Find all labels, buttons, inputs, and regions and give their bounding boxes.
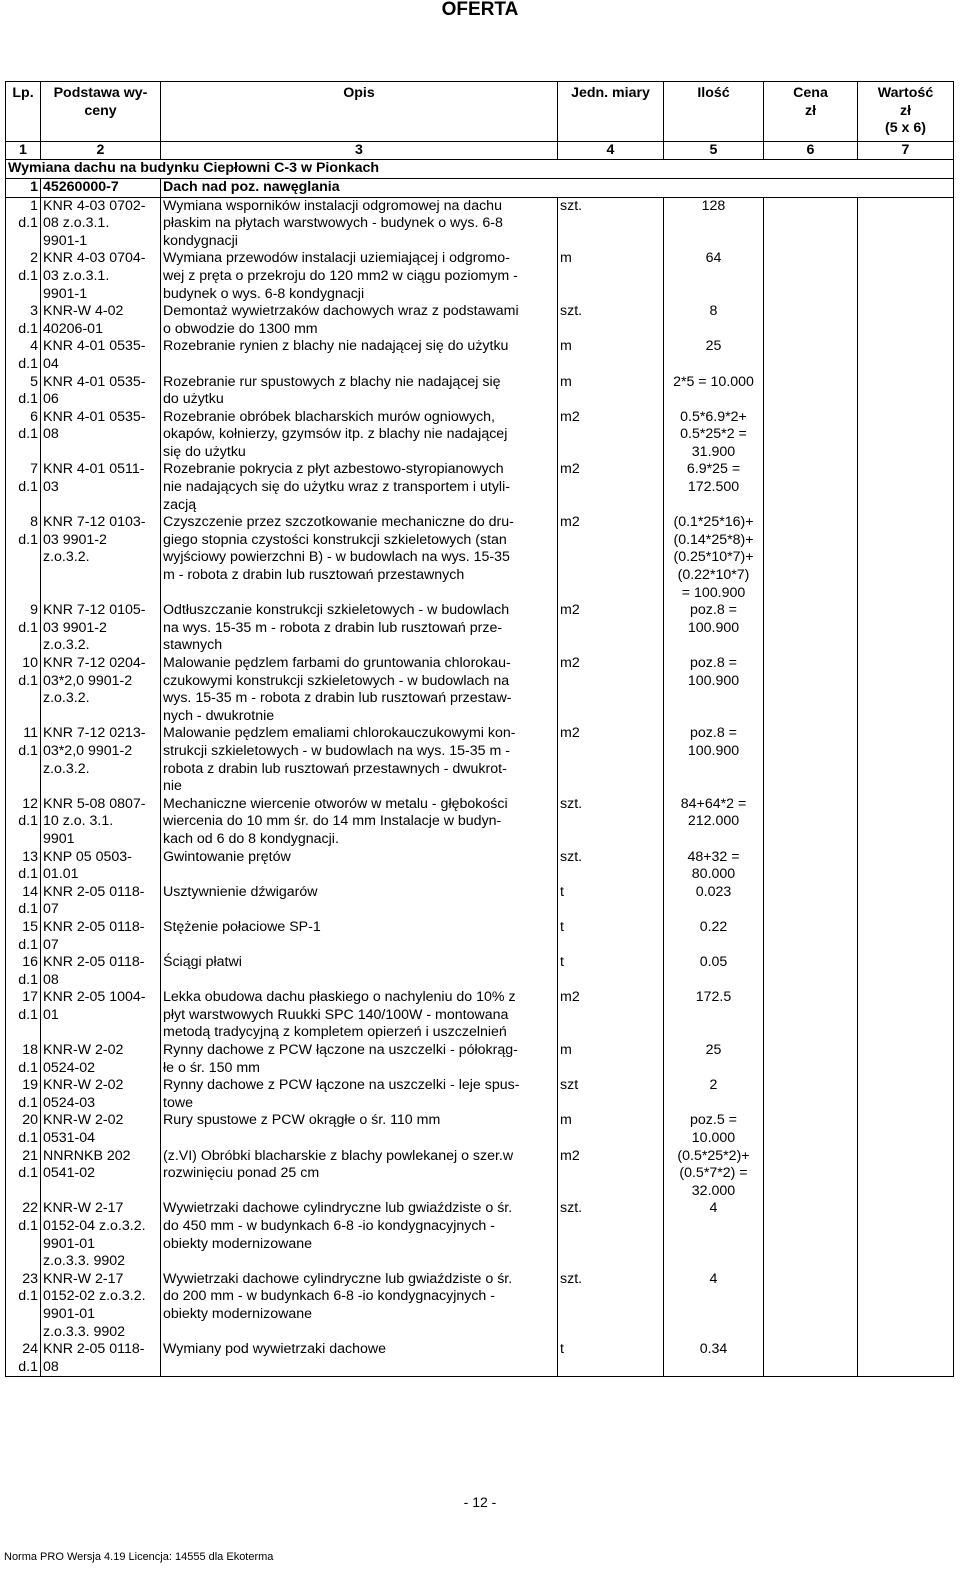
row-value	[858, 303, 954, 338]
subsection-lp: 1	[6, 178, 41, 197]
header-row	[6, 82, 954, 142]
row-price	[764, 1077, 858, 1112]
row-podstawa: KNR-W 2-02 0524-03	[41, 1077, 161, 1112]
row-quantity: 172.5	[664, 989, 764, 1042]
row-podstawa: KNR 2-05 0118- 08	[41, 954, 161, 989]
row-value	[858, 461, 954, 514]
row-lp: 17 d.1	[6, 989, 41, 1042]
row-opis: Wymiana przewodów instalacji uziemiającej i odgromo- wej z pręta o przekroju do 120 mm2 w ciągu poziomym - budynek o wys. 6-8 kondygnacji	[161, 250, 558, 303]
row-value	[858, 338, 954, 373]
row-value	[858, 1200, 954, 1270]
row-unit: m2	[558, 989, 664, 1042]
col-number-6: 6	[764, 141, 858, 160]
row-value	[858, 1148, 954, 1201]
offer-table	[5, 81, 954, 1377]
row-value	[858, 602, 954, 655]
row-value	[858, 1271, 954, 1341]
row-quantity: 2*5 = 10.000	[664, 374, 764, 409]
row-quantity: (0.5*25*2)+ (0.5*7*2) = 32.000	[664, 1148, 764, 1201]
row-opis: Rury spustowe z PCW okrągłe o śr. 110 mm	[161, 1112, 558, 1147]
table-row	[6, 303, 954, 338]
section-title: Wymiana dachu na budynku Ciepłowni C-3 w Pionkach	[6, 160, 954, 179]
table-row	[6, 1341, 954, 1377]
row-quantity: 128	[664, 197, 764, 250]
subsection-row	[6, 178, 954, 197]
row-podstawa: KNR 5-08 0807- 10 z.o. 3.1. 9901	[41, 796, 161, 849]
row-value	[858, 655, 954, 725]
row-quantity: 84+64*2 = 212.000	[664, 796, 764, 849]
row-podstawa: KNR 2-05 1004- 01	[41, 989, 161, 1042]
header-lp: Lp.	[6, 82, 41, 142]
row-price	[764, 374, 858, 409]
row-opis: Demontaż wywietrzaków dachowych wraz z podstawami o obwodzie do 1300 mm	[161, 303, 558, 338]
row-podstawa: KNR 2-05 0118- 08	[41, 1341, 161, 1377]
table-row	[6, 409, 954, 462]
table-row	[6, 250, 954, 303]
row-podstawa: KNR 7-12 0204- 03*2,0 9901-2 z.o.3.2.	[41, 655, 161, 725]
footer-license: Norma PRO Wersja 4.19 Licencja: 14555 dla Ekoterma	[4, 1551, 274, 1563]
row-podstawa: KNR 2-05 0118- 07	[41, 884, 161, 919]
row-value	[858, 919, 954, 954]
row-value	[858, 1112, 954, 1147]
row-price	[764, 1042, 858, 1077]
row-opis: Rozebranie rur spustowych z blachy nie nadającej się do użytku	[161, 374, 558, 409]
row-opis: Odtłuszczanie konstrukcji szkieletowych - w budowlach na wys. 15-35 m - robota z drabin lub rusztowań prze- stawnych	[161, 602, 558, 655]
row-quantity: 25	[664, 1042, 764, 1077]
row-lp: 21 d.1	[6, 1148, 41, 1201]
row-opis: Gwintowanie prętów	[161, 849, 558, 884]
row-podstawa: KNR 4-01 0535- 04	[41, 338, 161, 373]
row-quantity: 25	[664, 338, 764, 373]
table-row	[6, 655, 954, 725]
row-quantity: 6.9*25 = 172.500	[664, 461, 764, 514]
row-lp: 4 d.1	[6, 338, 41, 373]
page-number: - 12 -	[463, 1494, 497, 1510]
row-podstawa: KNR 4-01 0535- 06	[41, 374, 161, 409]
row-opis: Ściągi płatwi	[161, 954, 558, 989]
row-opis: Stężenie połaciowe SP-1	[161, 919, 558, 954]
row-opis: Usztywnienie dźwigarów	[161, 884, 558, 919]
row-lp: 14 d.1	[6, 884, 41, 919]
row-value	[858, 1077, 954, 1112]
row-opis: Rynny dachowe z PCW łączone na uszczelki - półokrąg- łe o śr. 150 mm	[161, 1042, 558, 1077]
row-podstawa: NNRNKB 202 0541-02	[41, 1148, 161, 1201]
table-row	[6, 919, 954, 954]
row-quantity: 2	[664, 1077, 764, 1112]
col-number-5: 5	[664, 141, 764, 160]
row-quantity: 0.22	[664, 919, 764, 954]
row-opis: Wywietrzaki dachowe cylindryczne lub gwiaździste o śr. do 200 mm - w budynkach 6-8 -io kondygnacyjnych - obiekty modernizowane	[161, 1271, 558, 1341]
row-lp: 1 d.1	[6, 197, 41, 250]
header-podstawa: Podstawa wy- ceny	[41, 82, 161, 142]
row-opis: Rozebranie rynien z blachy nie nadającej się do użytku	[161, 338, 558, 373]
table-row	[6, 989, 954, 1042]
row-podstawa: KNR 7-12 0213- 03*2,0 9901-2 z.o.3.2.	[41, 725, 161, 795]
row-lp: 2 d.1	[6, 250, 41, 303]
row-lp: 20 d.1	[6, 1112, 41, 1147]
row-lp: 15 d.1	[6, 919, 41, 954]
row-opis: Czyszczenie przez szczotkowanie mechaniczne do dru- giego stopnia czystości konstrukcji szkieletowych (stan wyjściowy powierzchni B) - w budowlach na wys. 15-35 m - robota z drabin lub rusztowań przestawnych	[161, 514, 558, 602]
row-unit: szt.	[558, 1200, 664, 1270]
row-unit: m2	[558, 655, 664, 725]
row-unit: t	[558, 1341, 664, 1377]
row-unit: szt.	[558, 303, 664, 338]
row-quantity: poz.8 = 100.900	[664, 655, 764, 725]
row-lp: 8 d.1	[6, 514, 41, 602]
row-value	[858, 884, 954, 919]
row-podstawa: KNR 4-03 0704- 03 z.o.3.1. 9901-1	[41, 250, 161, 303]
table-row	[6, 1148, 954, 1201]
table-row	[6, 1112, 954, 1147]
row-podstawa: KNR 4-03 0702- 08 z.o.3.1. 9901-1	[41, 197, 161, 250]
row-price	[764, 796, 858, 849]
row-opis: Mechaniczne wiercenie otworów w metalu - głębokości wiercenia do 10 mm śr. do 14 mm Instalacje w budyn- kach od 6 do 8 kondygnacji.	[161, 796, 558, 849]
row-podstawa: KNR 4-01 0535- 08	[41, 409, 161, 462]
row-quantity: 8	[664, 303, 764, 338]
col-number-3: 3	[161, 141, 558, 160]
row-podstawa: KNR 2-05 0118- 07	[41, 919, 161, 954]
row-lp: 3 d.1	[6, 303, 41, 338]
header-jedn: Jedn. miary	[558, 82, 664, 142]
row-value	[858, 514, 954, 602]
row-price	[764, 409, 858, 462]
row-value	[858, 250, 954, 303]
row-quantity: 4	[664, 1271, 764, 1341]
row-lp: 23 d.1	[6, 1271, 41, 1341]
row-price	[764, 1112, 858, 1147]
row-podstawa: KNR-W 4-02 40206-01	[41, 303, 161, 338]
row-value	[858, 725, 954, 795]
row-unit: m	[558, 1112, 664, 1147]
row-quantity: 0.5*6.9*2+ 0.5*25*2 = 31.900	[664, 409, 764, 462]
row-unit: szt.	[558, 849, 664, 884]
header-ilosc: Ilość	[664, 82, 764, 142]
page-title: OFERTA	[441, 0, 519, 20]
table-row	[6, 197, 954, 250]
row-opis: Malowanie pędzlem emaliami chlorokauczukowymi kon- strukcji szkieletowych - w budowlach na wys. 15-35 m - robota z drabin lub rusztowań przestawnych - dwukrot- nie	[161, 725, 558, 795]
table-row	[6, 461, 954, 514]
col-number-7: 7	[858, 141, 954, 160]
row-podstawa: KNR 7-12 0103- 03 9901-2 z.o.3.2.	[41, 514, 161, 602]
row-price	[764, 1200, 858, 1270]
row-lp: 10 d.1	[6, 655, 41, 725]
table-row	[6, 849, 954, 884]
row-quantity: poz.5 = 10.000	[664, 1112, 764, 1147]
row-unit: szt	[558, 1077, 664, 1112]
row-lp: 6 d.1	[6, 409, 41, 462]
row-lp: 5 d.1	[6, 374, 41, 409]
row-podstawa: KNR-W 2-17 0152-04 z.o.3.2. 9901-01 z.o.3.3. 9902	[41, 1200, 161, 1270]
row-price	[764, 514, 858, 602]
row-value	[858, 374, 954, 409]
table-row	[6, 1200, 954, 1270]
row-podstawa: KNR-W 2-02 0524-02	[41, 1042, 161, 1077]
table-row	[6, 954, 954, 989]
row-quantity: 0.34	[664, 1341, 764, 1377]
subsection-opis: Dach nad poz. nawęglania	[161, 178, 954, 197]
row-podstawa: KNR 4-01 0511- 03	[41, 461, 161, 514]
row-opis: Wywietrzaki dachowe cylindryczne lub gwiaździste o śr. do 450 mm - w budynkach 6-8 -io kondygnacyjnych - obiekty modernizowane	[161, 1200, 558, 1270]
row-value	[858, 197, 954, 250]
row-unit: szt.	[558, 796, 664, 849]
table-row	[6, 1042, 954, 1077]
table-row	[6, 338, 954, 373]
row-opis: Rozebranie obróbek blacharskich murów ogniowych, okapów, kołnierzy, gzymsów itp. z blachy nie nadającej się do użytku	[161, 409, 558, 462]
row-unit: m2	[558, 461, 664, 514]
row-unit: m2	[558, 1148, 664, 1201]
row-price	[764, 919, 858, 954]
row-lp: 9 d.1	[6, 602, 41, 655]
table-row	[6, 374, 954, 409]
row-quantity: (0.1*25*16)+ (0.14*25*8)+ (0.25*10*7)+ (0.22*10*7) = 100.900	[664, 514, 764, 602]
row-lp: 19 d.1	[6, 1077, 41, 1112]
table-row	[6, 884, 954, 919]
row-unit: t	[558, 919, 664, 954]
row-unit: t	[558, 884, 664, 919]
header-wartosc: Wartość zł (5 x 6)	[858, 82, 954, 142]
row-price	[764, 1148, 858, 1201]
row-price	[764, 655, 858, 725]
row-price	[764, 250, 858, 303]
table-row	[6, 514, 954, 602]
row-value	[858, 954, 954, 989]
row-price	[764, 197, 858, 250]
header-cena: Cena zł	[764, 82, 858, 142]
row-value	[858, 1341, 954, 1377]
row-unit: m	[558, 250, 664, 303]
row-price	[764, 338, 858, 373]
row-quantity: 64	[664, 250, 764, 303]
table-row	[6, 796, 954, 849]
table-row	[6, 1077, 954, 1112]
row-lp: 11 d.1	[6, 725, 41, 795]
row-unit: m2	[558, 409, 664, 462]
row-lp: 22 d.1	[6, 1200, 41, 1270]
row-podstawa: KNR-W 2-02 0531-04	[41, 1112, 161, 1147]
column-number-row	[6, 141, 954, 160]
row-unit: m	[558, 338, 664, 373]
row-opis: Rynny dachowe z PCW łączone na uszczelki - leje spus- towe	[161, 1077, 558, 1112]
row-lp: 12 d.1	[6, 796, 41, 849]
row-lp: 18 d.1	[6, 1042, 41, 1077]
row-lp: 13 d.1	[6, 849, 41, 884]
row-price	[764, 954, 858, 989]
row-value	[858, 796, 954, 849]
row-quantity: poz.8 = 100.900	[664, 602, 764, 655]
table-row	[6, 602, 954, 655]
row-quantity: 48+32 = 80.000	[664, 849, 764, 884]
row-quantity: 0.05	[664, 954, 764, 989]
row-price	[764, 989, 858, 1042]
row-opis: (z.VI) Obróbki blacharskie z blachy powlekanej o szer.w rozwinięciu ponad 25 cm	[161, 1148, 558, 1201]
row-opis: Wymiany pod wywietrzaki dachowe	[161, 1341, 558, 1377]
row-price	[764, 1341, 858, 1377]
row-unit: m2	[558, 602, 664, 655]
row-value	[858, 849, 954, 884]
col-number-1: 1	[6, 141, 41, 160]
row-unit: m	[558, 374, 664, 409]
row-unit: m	[558, 1042, 664, 1077]
row-price	[764, 884, 858, 919]
row-opis: Rozebranie pokrycia z płyt azbestowo-styropianowych nie nadających się do użytku wraz z transportem i utyli- zacją	[161, 461, 558, 514]
row-quantity: poz.8 = 100.900	[664, 725, 764, 795]
row-unit: m2	[558, 514, 664, 602]
row-podstawa: KNP 05 0503- 01.01	[41, 849, 161, 884]
row-podstawa: KNR-W 2-17 0152-02 z.o.3.2. 9901-01 z.o.3.3. 9902	[41, 1271, 161, 1341]
header-opis: Opis	[161, 82, 558, 142]
row-value	[858, 989, 954, 1042]
section-row	[6, 160, 954, 179]
row-price	[764, 303, 858, 338]
col-number-4: 4	[558, 141, 664, 160]
row-price	[764, 725, 858, 795]
row-quantity: 4	[664, 1200, 764, 1270]
row-value	[858, 409, 954, 462]
row-quantity: 0.023	[664, 884, 764, 919]
table-row	[6, 1271, 954, 1341]
row-price	[764, 602, 858, 655]
row-price	[764, 461, 858, 514]
row-lp: 7 d.1	[6, 461, 41, 514]
row-opis: Malowanie pędzlem farbami do gruntowania chlorokau- czukowymi konstrukcji szkieletowych - w budowlach na wys. 15-35 m - robota z drabin lub rusztowań przestaw- nych - dwukrotnie	[161, 655, 558, 725]
row-value	[858, 1042, 954, 1077]
row-lp: 24 d.1	[6, 1341, 41, 1377]
row-unit: m2	[558, 725, 664, 795]
col-number-2: 2	[41, 141, 161, 160]
row-unit: szt.	[558, 1271, 664, 1341]
row-unit: t	[558, 954, 664, 989]
table-row	[6, 725, 954, 795]
row-lp: 16 d.1	[6, 954, 41, 989]
row-price	[764, 849, 858, 884]
row-opis: Wymiana wsporników instalacji odgromowej na dachu płaskim na płytach warstwowych - budynek o wys. 6-8 kondygnacji	[161, 197, 558, 250]
row-price	[764, 1271, 858, 1341]
row-opis: Lekka obudowa dachu płaskiego o nachyleniu do 10% z płyt warstwowych Ruukki SPC 140/100W - montowana metodą tradycyjną z kompletem opierzeń i uszczelnień	[161, 989, 558, 1042]
subsection-podstawa: 45260000-7	[41, 178, 161, 197]
row-podstawa: KNR 7-12 0105- 03 9901-2 z.o.3.2.	[41, 602, 161, 655]
row-unit: szt.	[558, 197, 664, 250]
